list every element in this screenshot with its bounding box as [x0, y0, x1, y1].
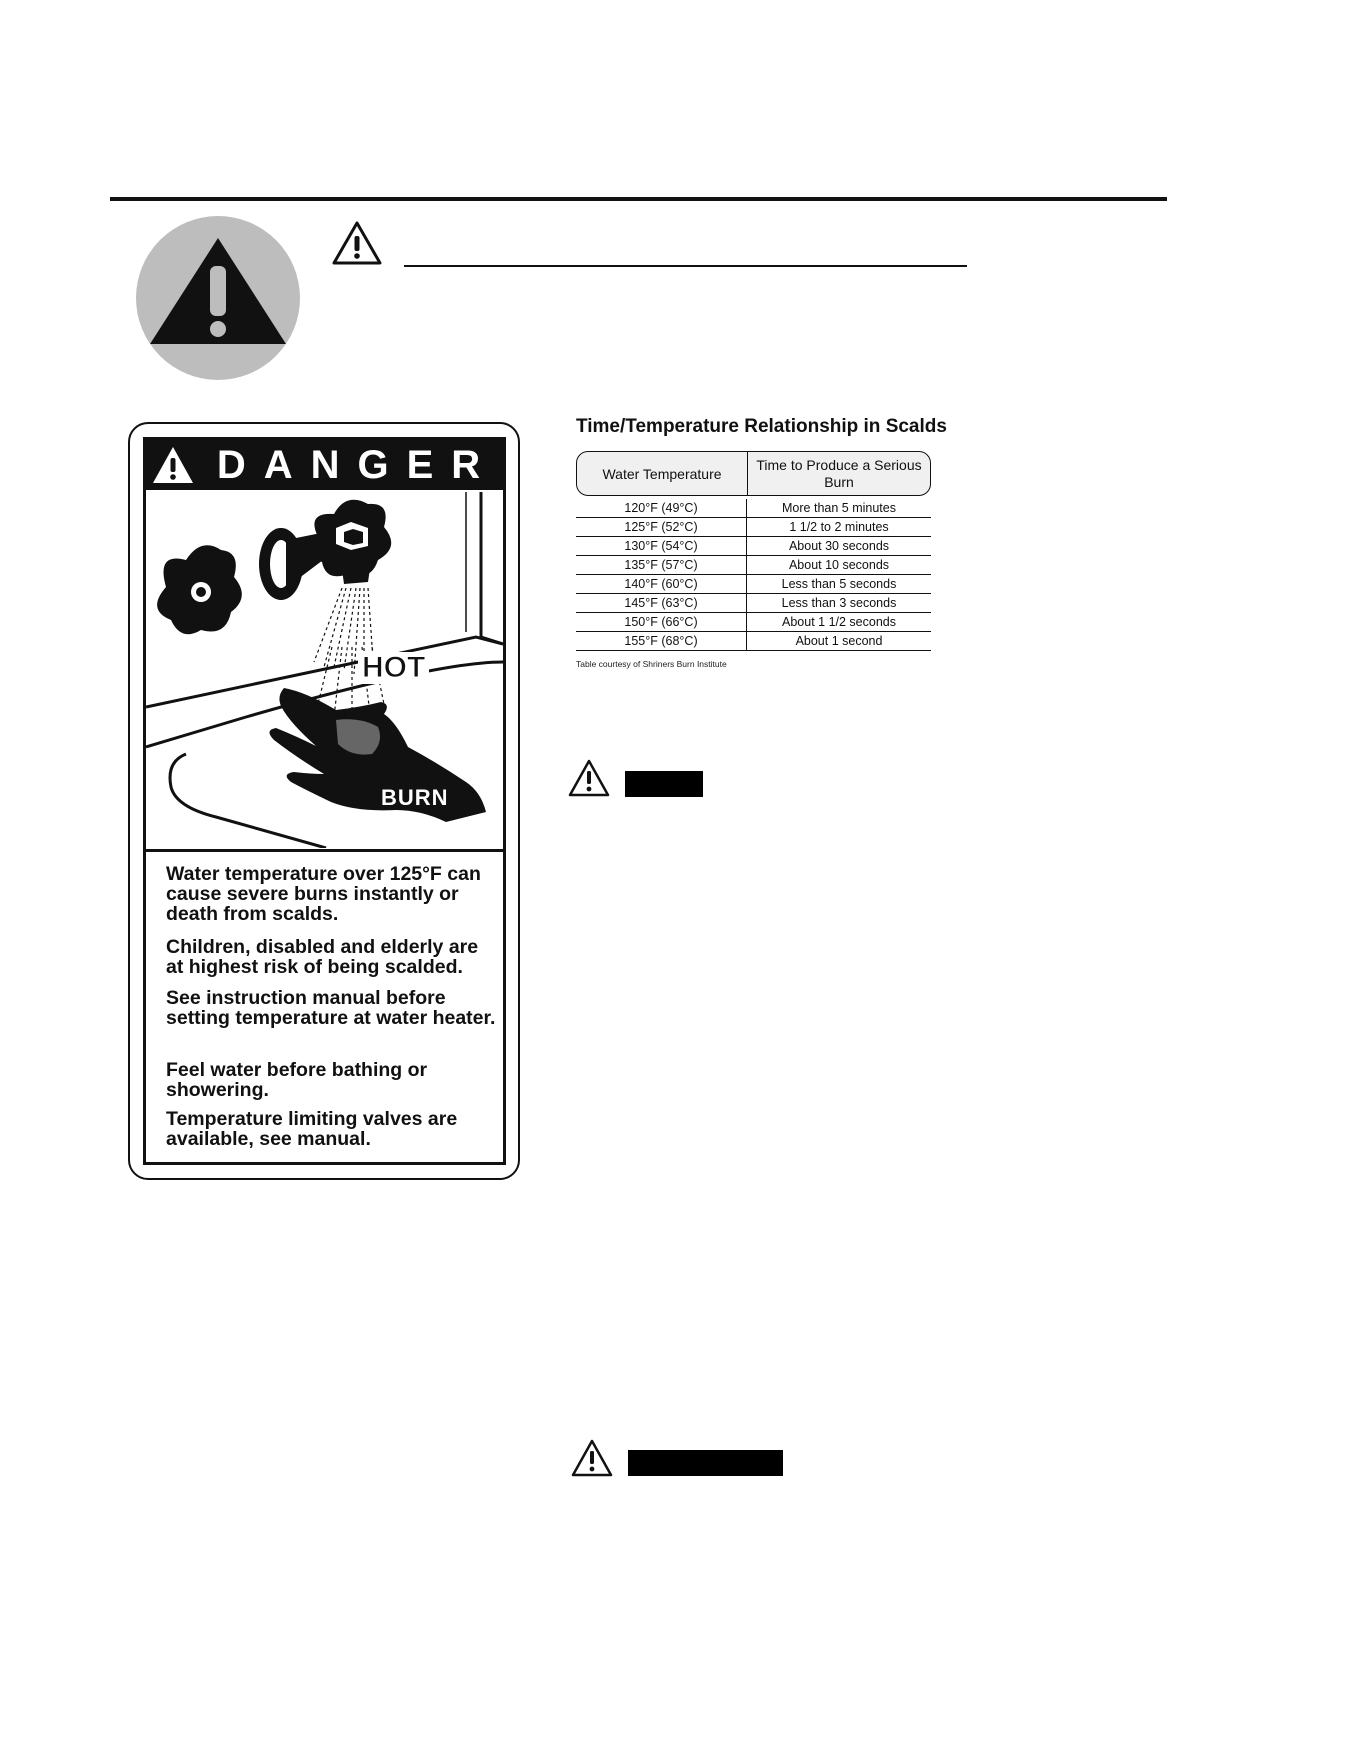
table-cell: 120°F (49°C) — [576, 499, 747, 517]
hot-text: HOT — [358, 652, 429, 684]
scald-illustration — [146, 492, 503, 848]
table-row — [576, 556, 931, 575]
table-row — [576, 499, 931, 518]
signal-word: DANGER — [216, 442, 499, 487]
table-row — [576, 613, 931, 632]
danger-header — [146, 440, 503, 490]
warning-message: Temperature limiting valves are available, see manual. — [166, 1108, 458, 1150]
table-cell: 145°F (63°C) — [576, 594, 747, 612]
table-header — [576, 451, 931, 496]
warning-triangle-icon — [567, 758, 611, 803]
table-cell: 130°F (54°C) — [576, 537, 747, 555]
table-cell: 155°F (68°C) — [576, 632, 747, 650]
table-row — [576, 518, 931, 537]
exclamation-triangle-icon — [136, 216, 300, 380]
table-row — [576, 575, 931, 594]
warning-message: See instruction manual before setting temperature at water heater. — [166, 987, 496, 1029]
signal-word-bar — [625, 771, 703, 797]
table-cell: About 30 seconds — [788, 539, 890, 553]
table-cell: Less than 3 seconds — [781, 596, 897, 610]
table-cell: 1 1/2 to 2 minutes — [789, 520, 889, 534]
column-header: Water Temperature — [577, 452, 748, 495]
signal-word-bar — [628, 1450, 783, 1476]
table-cell: More than 5 minutes — [782, 501, 896, 515]
table-cell: About 1 second — [795, 634, 883, 648]
warning-message: Children, disabled and elderly are at highest risk of being scalded. — [166, 936, 479, 978]
table-cell: About 10 seconds — [788, 558, 890, 572]
table-row — [576, 632, 931, 651]
table-cell: 135°F (57°C) — [576, 556, 747, 574]
table-cell: 150°F (66°C) — [576, 613, 747, 631]
warning-triangle-icon — [151, 445, 195, 485]
table-title: Time/Temperature Relationship in Scalds — [576, 416, 947, 437]
table-row — [576, 537, 931, 556]
heading-underline — [404, 265, 967, 267]
table-cell: 125°F (52°C) — [576, 518, 747, 536]
table-cell: Less than 5 seconds — [781, 577, 897, 591]
table-row — [576, 594, 931, 613]
warning-triangle-icon — [331, 220, 383, 266]
table-footnote: Table courtesy of Shriners Burn Institute — [576, 659, 727, 669]
warning-triangle-icon — [570, 1438, 614, 1483]
column-header: Time to Produce a Serious Burn — [756, 457, 922, 490]
top-rule — [110, 197, 1167, 201]
safety-badge — [136, 216, 300, 380]
label-divider — [146, 849, 503, 852]
burn-text: BURN — [381, 785, 449, 810]
warning-message: Feel water before bathing or showering. — [166, 1059, 428, 1101]
warning-message: Water temperature over 125°F can cause severe burns instantly or death from scalds. — [166, 863, 481, 925]
table-cell: About 1 1/2 seconds — [782, 615, 896, 629]
table-cell: 140°F (60°C) — [576, 575, 747, 593]
table-body — [576, 499, 931, 651]
